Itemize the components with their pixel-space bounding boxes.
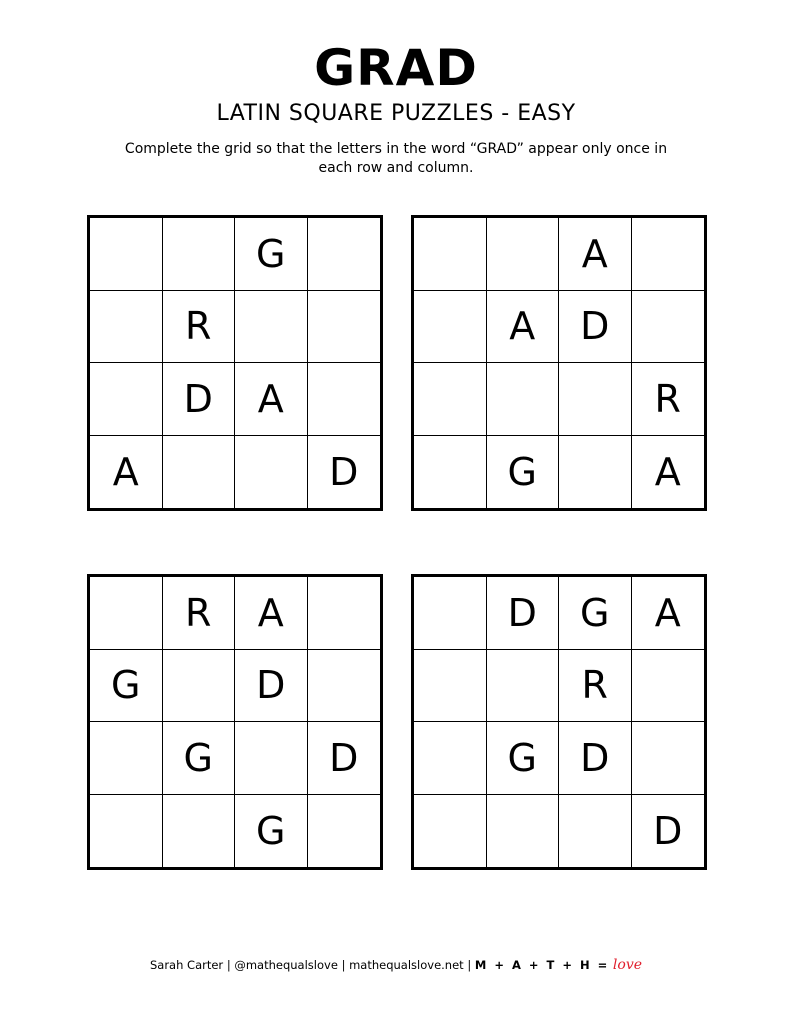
grid-cell (163, 650, 236, 723)
grid-cell (90, 363, 163, 436)
grid-cell (90, 722, 163, 795)
footer-brand-love: love (612, 957, 643, 973)
grid-cell (414, 722, 487, 795)
grid-cell (487, 363, 560, 436)
grid-cell (308, 363, 381, 436)
grid-cell: D (653, 808, 683, 853)
grid-cell (163, 218, 236, 291)
grid-cell (414, 650, 487, 723)
grid-cell (487, 650, 560, 723)
grid-cell (414, 218, 487, 291)
grid-cell: D (329, 449, 359, 494)
grid-cell: G (487, 722, 560, 795)
grid-cell: A (487, 291, 560, 364)
grid-cell (414, 363, 487, 436)
footer-separator: | (226, 958, 231, 972)
grid-cell (414, 577, 487, 650)
grid-cell: D (235, 650, 308, 723)
grid-cell: R (163, 577, 236, 650)
footer-author: Sarah Carter (149, 958, 224, 972)
grid-cell (308, 795, 381, 868)
grid-cell (308, 218, 381, 291)
footer-handle: @mathequalslove (234, 958, 338, 972)
grid-cell (235, 291, 308, 364)
grid-cell (414, 291, 487, 364)
grid-cell (308, 650, 381, 723)
footer-brand: M + A + T + H = (474, 958, 610, 972)
grid-cell: A (235, 577, 308, 650)
grid-cell (414, 436, 487, 509)
puzzle-grid-2 (411, 215, 707, 511)
page-subtitle: LATIN SQUARE PUZZLES - EASY (216, 101, 576, 126)
grid-cell (90, 795, 163, 868)
grid-cell: R (163, 291, 236, 364)
grid-cell: A (654, 449, 681, 494)
grid-cell: G (163, 722, 236, 795)
grid-cell (487, 218, 560, 291)
grid-cell: G (235, 795, 308, 868)
grid-cell: G (90, 650, 163, 723)
grid-cell (235, 722, 308, 795)
grid-cell (90, 577, 163, 650)
footer-website: mathequalslove.net (349, 958, 464, 972)
grid-cell (414, 795, 487, 868)
grid-cell (559, 363, 632, 436)
puzzle-grid-4 (411, 574, 707, 870)
grid-cell (632, 218, 705, 291)
footer-separator: | (341, 958, 346, 972)
page-title: GRAD (314, 39, 478, 97)
grid-cell: D (487, 577, 560, 650)
grid-cell (559, 795, 632, 868)
grid-cell (308, 577, 381, 650)
grid-cell: D (559, 291, 632, 364)
grid-cell (90, 291, 163, 364)
puzzle-grid-3 (87, 574, 383, 870)
grid-cell: G (487, 436, 560, 509)
grid-cell (308, 291, 381, 364)
grid-cell: A (90, 436, 163, 509)
grid-cell (487, 795, 560, 868)
grid-cell: G (235, 218, 308, 291)
grid-cell: D (163, 363, 236, 436)
grid-cell (235, 436, 308, 509)
grid-cell (163, 795, 236, 868)
puzzle-grid-1 (87, 215, 383, 511)
footer-separator: | (467, 958, 472, 972)
grid-cell: A (559, 218, 632, 291)
grid-cell (632, 650, 705, 723)
grid-cell (632, 722, 705, 795)
grid-cell: D (308, 722, 381, 795)
grid-cell: A (235, 363, 308, 436)
grid-cell: G (559, 577, 632, 650)
grid-cell (163, 436, 236, 509)
grid-cell (90, 218, 163, 291)
footer (0, 956, 792, 974)
grid-cell: A (632, 577, 705, 650)
instructions: Complete the grid so that the letters in the word “GRAD” appear only once in each row and column. (124, 141, 668, 176)
grid-cell: R (632, 363, 705, 436)
grid-cell: D (559, 722, 632, 795)
grid-cell (559, 436, 632, 509)
grid-cell (632, 291, 705, 364)
grid-cell: R (559, 650, 632, 723)
